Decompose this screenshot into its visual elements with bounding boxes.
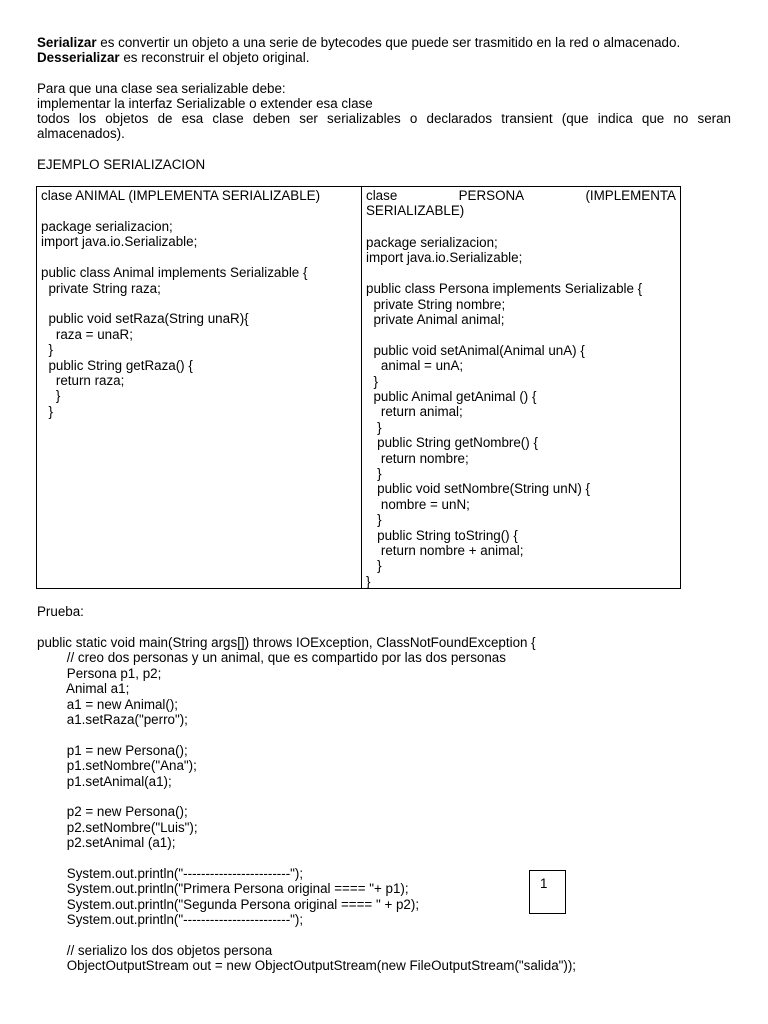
persona-code-line: public void setNombre(String unN) {: [366, 481, 591, 497]
persona-code-line: }: [366, 512, 382, 528]
requirement-item-1: implementar la interfaz Serializable o extender esa clase: [37, 96, 373, 111]
requirement-item-2-line-2: almacenados).: [37, 126, 125, 141]
serializar-term: Serializar: [37, 35, 97, 50]
persona-code-line: private Animal animal;: [366, 312, 505, 327]
persona-code-line: package serializacion;: [366, 235, 498, 250]
persona-code-line: public void setAnimal(Animal unA) {: [366, 342, 585, 358]
persona-code-line: return nombre;: [366, 450, 469, 466]
main-code-line: a1 = new Animal();: [37, 696, 179, 712]
persona-code-line: public class Persona implements Serializable {: [366, 281, 643, 297]
animal-code-line: public class Animal implements Serializable {: [41, 265, 308, 281]
persona-code-line: }: [366, 419, 382, 435]
serializar-text: es convertir un objeto a una serie de bytecodes que puede ser trasmitido en la red o almacenado.: [96, 35, 681, 50]
persona-header-word-1: clase: [366, 188, 398, 203]
requirement-item-2-line-1: todos los objetos de esa clase deben ser serializables o declarados transient (que indica que no seran: [37, 111, 731, 126]
persona-class-header-line-1: [366, 188, 676, 203]
persona-code-line: }: [366, 573, 371, 589]
main-code-line: // creo dos personas y un animal, que es compartido por las dos personas: [37, 650, 506, 666]
persona-code-line: private String nombre;: [366, 296, 506, 312]
animal-code-line: }: [41, 388, 61, 404]
main-code-line: Persona p1, p2;: [37, 665, 162, 681]
desserializar-term: Desserializar: [37, 50, 120, 65]
main-code-line: p2.setAnimal (a1);: [37, 835, 176, 851]
persona-code-line: import java.io.Serializable;: [366, 250, 523, 266]
main-code-line: p1.setAnimal(a1);: [37, 773, 172, 789]
main-code-line: System.out.println("------------------------");: [37, 866, 304, 881]
serializar-definition: [37, 35, 680, 50]
desserializar-definition: [37, 50, 309, 65]
prueba-label: Prueba:: [37, 604, 84, 619]
desserializar-text: es reconstruir el objeto original.: [119, 50, 310, 65]
persona-code-line: return animal;: [366, 404, 463, 420]
page-number-box: [529, 870, 566, 914]
persona-code-line: animal = unA;: [366, 358, 464, 374]
animal-code-line: package serializacion;: [41, 219, 173, 234]
animal-class-header: clase ANIMAL (IMPLEMENTA SERIALIZABLE): [41, 188, 321, 203]
persona-code-line: }: [366, 373, 378, 389]
page-number: 1: [540, 876, 548, 891]
main-code-line: p2.setNombre("Luis");: [37, 819, 198, 835]
animal-code-line: public String getRaza() {: [41, 357, 193, 373]
persona-header-word-3: (IMPLEMENTA: [585, 188, 676, 203]
main-code-line: System.out.println("Segunda Persona original ==== " + p2);: [37, 896, 420, 912]
persona-code-line: return nombre + animal;: [366, 543, 524, 558]
example-heading: EJEMPLO SERIALIZACION: [37, 157, 206, 172]
persona-code-line: public String toString() {: [366, 527, 518, 543]
persona-code-line: }: [366, 558, 382, 574]
main-code-line: Animal a1;: [37, 681, 130, 697]
main-code-line: // serializo los dos objetos persona: [37, 943, 273, 958]
persona-code-line: nombre = unN;: [366, 496, 470, 512]
persona-code-line: }: [366, 466, 382, 481]
animal-code-line: }: [41, 403, 53, 419]
main-code-line: p1.setNombre("Ana");: [37, 758, 197, 774]
animal-code-line: private String raza;: [41, 280, 161, 296]
main-code-line: public static void main(String args[]) throws IOException, ClassNotFoundException {: [37, 635, 536, 650]
animal-code-line: }: [41, 342, 53, 358]
main-code-line: p2 = new Persona();: [37, 804, 188, 820]
animal-code-line: import java.io.Serializable;: [41, 234, 198, 250]
table-column-divider: [361, 186, 362, 589]
main-code-line: System.out.println("Primera Persona original ==== "+ p1);: [37, 881, 409, 897]
main-code-line: p1 = new Persona();: [37, 742, 188, 758]
animal-code-line: return raza;: [41, 373, 125, 388]
main-code-line: System.out.println("------------------------");: [37, 912, 304, 928]
requirements-heading: Para que una clase sea serializable debe:: [37, 81, 286, 96]
persona-code-line: public String getNombre() {: [366, 435, 538, 451]
persona-code-line: public Animal getAnimal () {: [366, 389, 537, 404]
main-code-line: ObjectOutputStream out = new ObjectOutputStream(new FileOutputStream("salida"));: [37, 958, 577, 974]
animal-code-line: public void setRaza(String unaR){: [41, 311, 249, 327]
animal-code-line: raza = unaR;: [41, 326, 133, 342]
persona-header-word-2: PERSONA: [458, 188, 525, 203]
persona-class-header-line-2: SERIALIZABLE): [366, 203, 465, 218]
main-code-line: a1.setRaza("perro");: [37, 712, 188, 727]
